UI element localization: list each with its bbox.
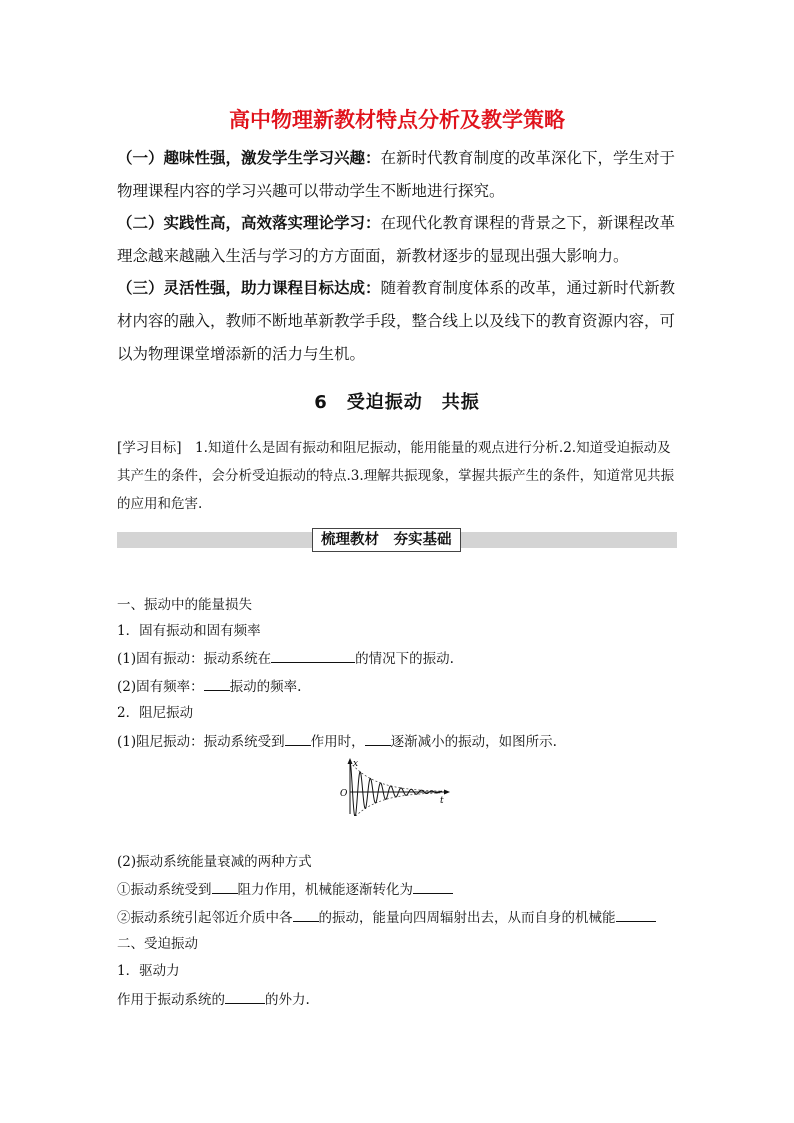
line-text: 的情况下的振动. (355, 651, 454, 667)
line-text: 的振动，能量向四周辐射出去，从而自身的机械能 (318, 910, 616, 926)
item-driving-force (117, 989, 679, 1010)
feature-text: 在新时代教育制度的改革深化下，学生对于物理课程内容的学习兴趣可以带动学生不断地进行探究。 (117, 149, 676, 200)
line-text: (1)固有振动：振动系统在 (117, 651, 272, 667)
damped-vibration-graph (340, 756, 452, 816)
fill-blank[interactable] (204, 676, 230, 691)
fill-blank[interactable] (616, 907, 656, 922)
envelope-upper (350, 762, 442, 791)
fill-blank[interactable] (293, 907, 319, 922)
line-text: 振动的频率. (229, 679, 302, 695)
item-natural-vibration (117, 648, 679, 669)
feature-text: 随着教育制度体系的改革，通过新时代新教材内容的融入，教师不断地革新教学手段，整合线上以及线下的教育资源内容，可以为物理课堂增添新的活力与生机。 (117, 279, 676, 363)
feature-paragraph-2 (117, 207, 679, 273)
lesson-title: 6 受迫振动 共振 (314, 392, 480, 413)
line-text: 的外力. (265, 992, 310, 1008)
subheading-natural-vibration: 1．固有振动和固有频率 (117, 623, 261, 639)
feature-paragraph-1 (117, 142, 679, 208)
line-text: 作用于振动系统的 (117, 992, 225, 1008)
item-damped-vibration (117, 731, 679, 752)
subheading-driving-force: 1．驱动力 (117, 963, 180, 979)
line-text: (2)固有频率： (117, 679, 204, 695)
fill-blank[interactable] (212, 879, 238, 894)
feature-paragraph-3 (117, 272, 679, 371)
feature-heading: （三）灵活性强，助力课程目标达成： (117, 279, 381, 297)
fill-blank[interactable] (365, 731, 391, 746)
fill-blank[interactable] (285, 731, 311, 746)
item-natural-frequency (117, 676, 679, 697)
line-text: (1)阻尼振动：振动系统受到 (117, 734, 285, 750)
page-title: 高中物理新教材特点分析及教学策略 (229, 108, 565, 132)
feature-heading: （二）实践性高，高效落实理论学习： (117, 214, 381, 232)
line-text: 阻力作用，机械能逐渐转化为 (237, 882, 413, 898)
heading-energy-loss: 一、振动中的能量损失 (117, 597, 252, 613)
fill-blank[interactable] (225, 989, 265, 1004)
line-text: ①振动系统受到 (117, 882, 212, 898)
item-decay-way-1 (117, 879, 679, 900)
axis-label-x: x (353, 759, 359, 769)
t-axis-arrow-icon (444, 790, 450, 795)
subheading-damped-vibration: 2．阻尼振动 (117, 705, 194, 721)
item-energy-decay-ways: (2)振动系统能量衰减的两种方式 (117, 854, 312, 870)
line-text: 逐渐减小的振动，如图所示. (390, 734, 557, 750)
line-text: ②振动系统引起邻近介质中各 (117, 910, 293, 926)
line-text: 作用时， (310, 734, 365, 750)
feature-text: 在现代化教育课程的背景之下，新课程改革理念越来越融入生活与学习的方方面面，新教材逐步的显现出强大影响力。 (117, 214, 676, 265)
heading-forced-vibration: 二、受迫振动 (117, 936, 198, 952)
fill-blank[interactable] (413, 879, 453, 894)
damped-wave-curve (350, 762, 442, 816)
fill-blank[interactable] (271, 648, 355, 663)
learning-objectives: [学习目标] 1.知道什么是固有振动和阻尼振动，能用能量的观点进行分析.2.知道受迫振动及其产生的条件，会分析受迫振动的特点.3.理解共振现象，掌握共振产生的条件，知道常见共振的应用和危害. (117, 440, 675, 512)
axis-label-t: t (440, 796, 444, 806)
item-decay-way-2 (117, 907, 679, 928)
origin-label: O (340, 789, 348, 799)
feature-heading: （一）趣味性强，激发学生学习兴趣： (117, 149, 381, 167)
section-banner-label: 梳理教材 夯实基础 (312, 528, 461, 552)
